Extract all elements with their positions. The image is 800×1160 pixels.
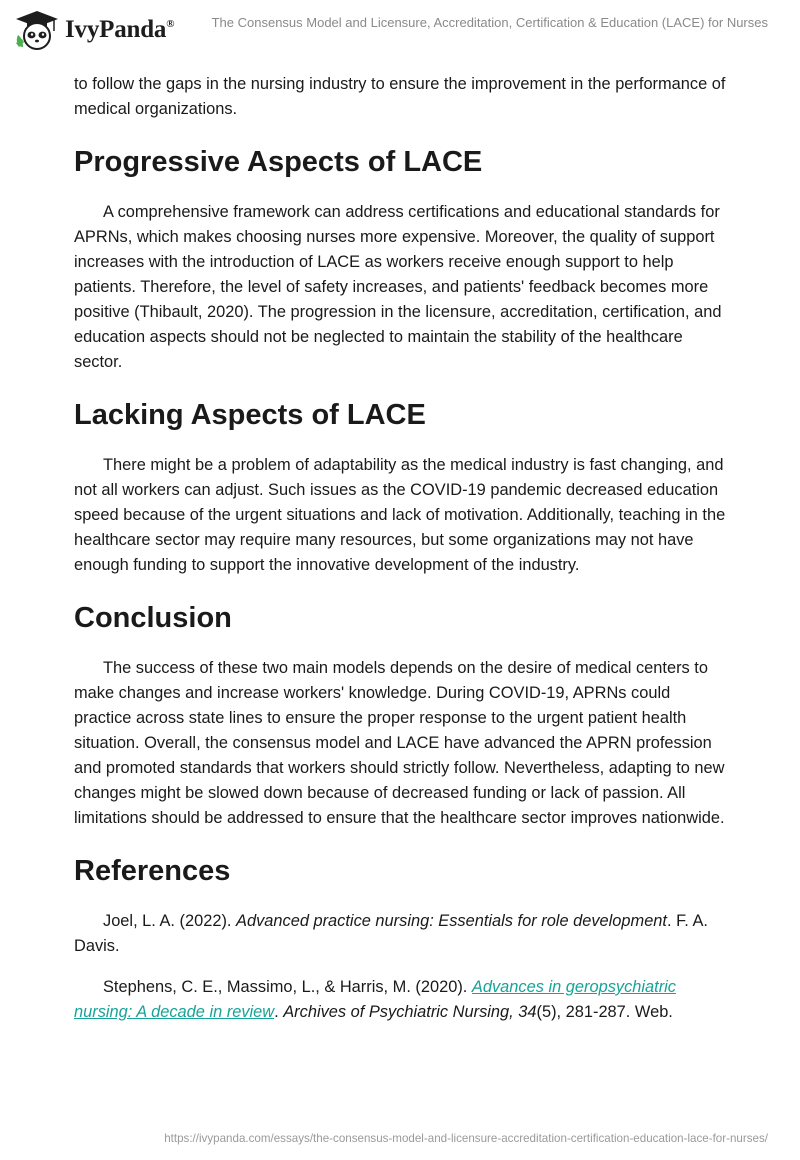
section-paragraph-progressive: A comprehensive framework can address certifications and educational standards for APRNs, which makes choosing nurses more expensive. Moreover, the quality of support increases with the introduction of LACE as workers receive enough support to help patients. Therefore, the level of safety increases, and patients' feedback becomes more positive (Thibault, 2020). The progression in the licensure, accreditation, certification, and education aspects should not be neglected to maintain the stability of the healthcare sector.	[74, 203, 722, 371]
section-heading-references: References	[74, 855, 231, 887]
ivypanda-logo[interactable]	[13, 9, 174, 51]
brand-name: IvyPanda®	[65, 16, 175, 43]
section-heading-lacking: Lacking Aspects of LACE	[74, 399, 426, 431]
page-header	[0, 0, 800, 62]
section-paragraph-lacking: There might be a problem of adaptability as the medical industry is fast changing, and not all workers can adjust. Such issues as the COVID-19 pandemic decreased education speed because of the urgent situations and lack of motivation. Additionally, teaching in the healthcare sector may require many resources, but some organizations may not have enough funding to support the innovative development of the industry.	[74, 456, 726, 574]
reference-item: Stephens, C. E., Massimo, L., & Harris, M. (2020). Advances in geropsychiatric nursing: A decade in review. Archives of Psychiatric Nursing, 34(5), 281-287. Web.	[74, 978, 676, 1021]
panda-graduate-icon	[13, 9, 61, 51]
essay-content	[74, 72, 726, 1025]
intro-paragraph-tail: to follow the gaps in the nursing industry to ensure the improvement in the performance of medical organizations.	[74, 75, 726, 118]
document-title: The Consensus Model and Licensure, Accreditation, Certification & Education (LACE) for Nurses	[211, 15, 768, 30]
section-paragraph-conclusion: The success of these two main models depends on the desire of medical centers to make changes and increase workers' knowledge. During COVID-19, APRNs could practice across state lines to ensure the proper response to the urgent patient health situation. Overall, the consensus model and LACE have advanced the APRN profession and promoted standards that workers should strictly follow. Nevertheless, adapting to new changes might be slowed down because of decreased funding or lack of passion. All limitations should be addressed to ensure that the healthcare sector improves nationwide.	[74, 659, 725, 827]
reference-item: Joel, L. A. (2022). Advanced practice nursing: Essentials for role development. F. A. Davis.	[74, 912, 708, 955]
source-url: https://ivypanda.com/essays/the-consensus-model-and-licensure-accreditation-certification-education-lace-for-nurses/	[164, 1132, 768, 1145]
section-heading-progressive: Progressive Aspects of LACE	[74, 146, 483, 178]
section-heading-conclusion: Conclusion	[74, 602, 232, 634]
reference-link[interactable]: Advances in geropsychiatric nursing: A decade in review	[74, 978, 676, 1021]
